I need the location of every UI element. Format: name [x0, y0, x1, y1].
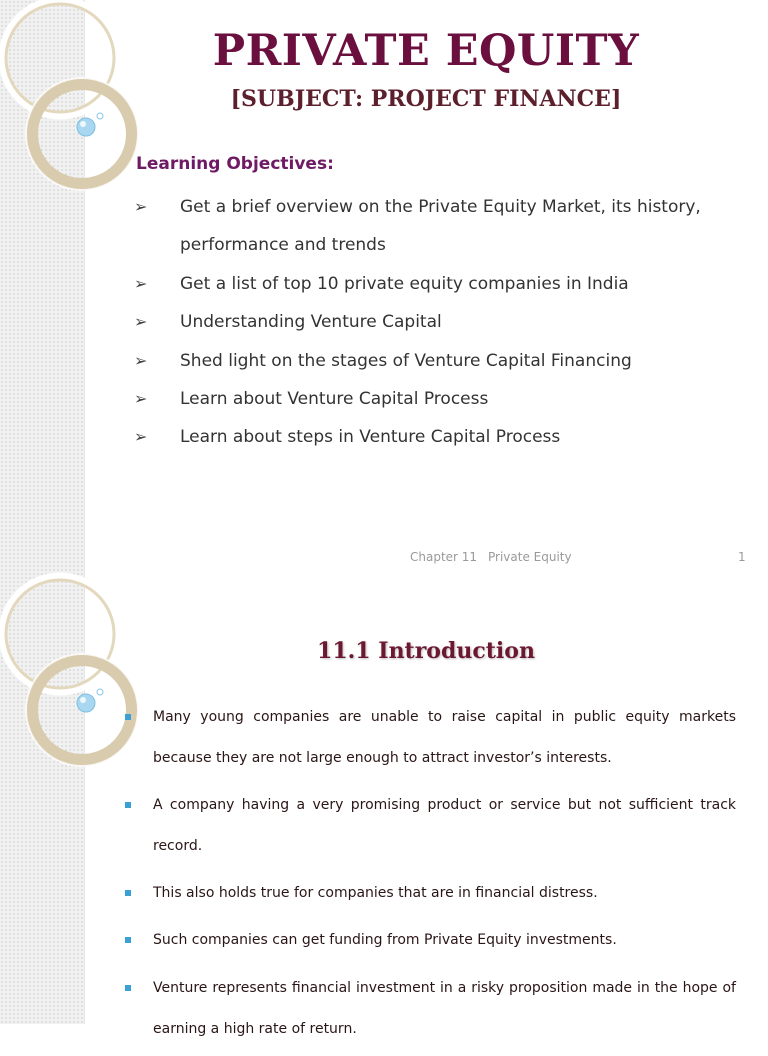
- arrow-bullet-icon: ➢: [134, 197, 148, 216]
- footer-page-number: 1: [738, 550, 746, 564]
- square-bullet-icon: [125, 714, 131, 720]
- bullet-text: Venture represents financial investment in a risky proposition made in the hope of earning a high rate of return.: [153, 979, 736, 1037]
- bullet-text: This also holds true for companies that are in financial distress.: [153, 885, 598, 902]
- list-item: [124, 920, 736, 961]
- page-subtitle: [SUBJECT: PROJECT FINANCE]: [230, 86, 622, 112]
- bullet-text: Such companies can get funding from Private Equity investments.: [153, 932, 617, 949]
- arrow-bullet-icon: ➢: [134, 350, 148, 370]
- bullet-text: A company having a very promising product or service but not sufficient track record.: [153, 797, 736, 854]
- arrow-bullet-icon: ➢: [134, 389, 148, 409]
- ring-decoration-icon: [0, 576, 130, 776]
- objective-text: Shed light on the stages of Venture Capital Financing: [180, 350, 632, 371]
- learning-objectives-heading: Learning Objectives:: [136, 154, 334, 174]
- objective-text: Get a brief overview on the Private Equity Market, its history, performance and trends: [180, 197, 701, 256]
- list-item: [134, 265, 734, 303]
- objective-text: Understanding Venture Capital: [180, 312, 442, 333]
- objective-text: Get a list of top 10 private equity companies in India: [180, 273, 629, 294]
- list-item: [134, 418, 734, 456]
- page-title: PRIVATE EQUITY: [212, 26, 640, 76]
- footer-chapter: Chapter 11: [410, 550, 478, 564]
- objective-text: Learn about steps in Venture Capital Process: [180, 427, 561, 448]
- slide-2: [0, 576, 768, 1037]
- list-item: [124, 873, 736, 914]
- list-item: [134, 188, 734, 265]
- objective-text: Learn about Venture Capital Process: [180, 389, 489, 410]
- list-item: [134, 380, 734, 418]
- list-item: [124, 785, 736, 867]
- list-item: [134, 303, 734, 341]
- section-title: 11.1 Introduction: [317, 638, 535, 664]
- footer-title: Private Equity: [488, 550, 572, 564]
- list-item: [124, 968, 736, 1050]
- list-item: [124, 697, 736, 779]
- square-bullet-icon: [125, 985, 131, 991]
- arrow-bullet-icon: ➢: [134, 312, 148, 332]
- bullet-text: Many young companies are unable to raise capital in public equity markets because they are not large enough to attract investor’s interests.: [153, 709, 736, 766]
- list-item: [134, 342, 734, 380]
- introduction-list: [124, 697, 736, 1056]
- square-bullet-icon: [125, 890, 131, 896]
- arrow-bullet-icon: ➢: [134, 273, 148, 293]
- learning-objectives-list: [134, 188, 734, 457]
- square-bullet-icon: [125, 937, 131, 943]
- square-bullet-icon: [125, 802, 131, 808]
- arrow-bullet-icon: ➢: [134, 427, 148, 447]
